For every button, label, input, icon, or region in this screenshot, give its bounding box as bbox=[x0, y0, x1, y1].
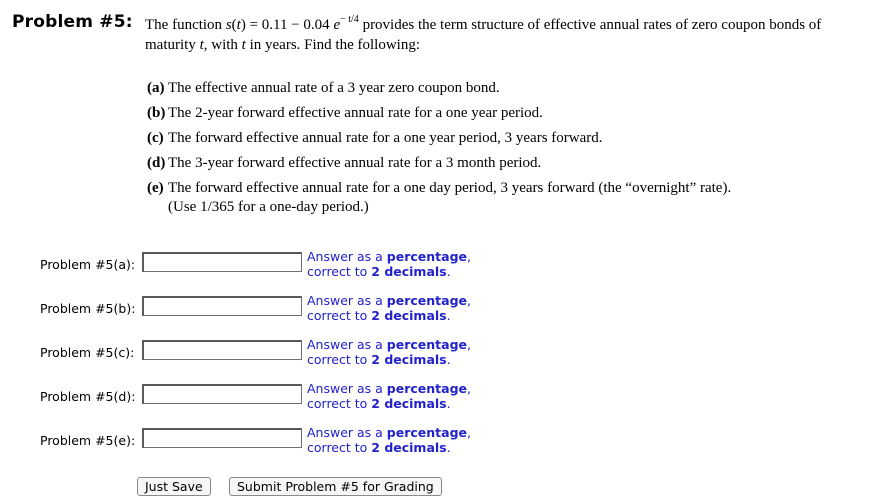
answer-input-e[interactable] bbox=[142, 428, 302, 448]
answer-input-a[interactable] bbox=[142, 252, 302, 272]
part-a: (a) The effective annual rate of a 3 year zero coupon bond. bbox=[147, 80, 500, 96]
answer-hint-b: Answer as a percentage, correct to 2 decimals. bbox=[307, 293, 471, 323]
answer-row-b bbox=[0, 293, 878, 325]
answer-row-d bbox=[0, 381, 878, 413]
answer-row-c bbox=[0, 337, 878, 369]
answer-label-e: Problem #5(e): bbox=[40, 433, 136, 448]
answer-row-e bbox=[0, 425, 878, 457]
answer-hint-e: Answer as a percentage, correct to 2 decimals. bbox=[307, 425, 471, 455]
answer-row-a bbox=[0, 249, 878, 281]
answer-input-c[interactable] bbox=[142, 340, 302, 360]
part-c: (c) The forward effective annual rate for a one year period, 3 years forward. bbox=[147, 130, 603, 146]
part-b: (b) The 2-year forward effective annual rate for a one year period. bbox=[147, 105, 543, 121]
answer-label-b: Problem #5(b): bbox=[40, 301, 136, 316]
problem-title: Problem #5: bbox=[12, 12, 133, 32]
problem-parts-list bbox=[147, 79, 808, 223]
answer-input-d[interactable] bbox=[142, 384, 302, 404]
part-e-note: (Use 1/365 for a one-day period.) bbox=[168, 199, 369, 215]
answer-hint-a: Answer as a percentage, correct to 2 decimals. bbox=[307, 249, 471, 279]
part-d: (d) The 3-year forward effective annual rate for a 3 month period. bbox=[147, 155, 542, 171]
answer-label-a: Problem #5(a): bbox=[40, 257, 136, 272]
answer-hint-c: Answer as a percentage, correct to 2 decimals. bbox=[307, 337, 471, 367]
answer-input-b[interactable] bbox=[142, 296, 302, 316]
problem-statement: The function s(t) = 0.11 − 0.04 $e^{- t/4}$ provides the term structure of effective annual rates of zero coupon bonds of maturity t, with t in years. Find the following: bbox=[145, 14, 822, 53]
answer-label-d: Problem #5(d): bbox=[40, 389, 136, 404]
just-save-button[interactable]: Just Save bbox=[137, 477, 211, 496]
submit-button[interactable]: Submit Problem #5 for Grading bbox=[229, 477, 442, 496]
answer-hint-d: Answer as a percentage, correct to 2 decimals. bbox=[307, 381, 471, 411]
part-e: (e) The forward effective annual rate for a one day period, 3 years forward (the “overnight” rate). (Use 1/365 for a one-day period.) bbox=[147, 179, 808, 217]
answer-label-c: Problem #5(c): bbox=[40, 345, 135, 360]
